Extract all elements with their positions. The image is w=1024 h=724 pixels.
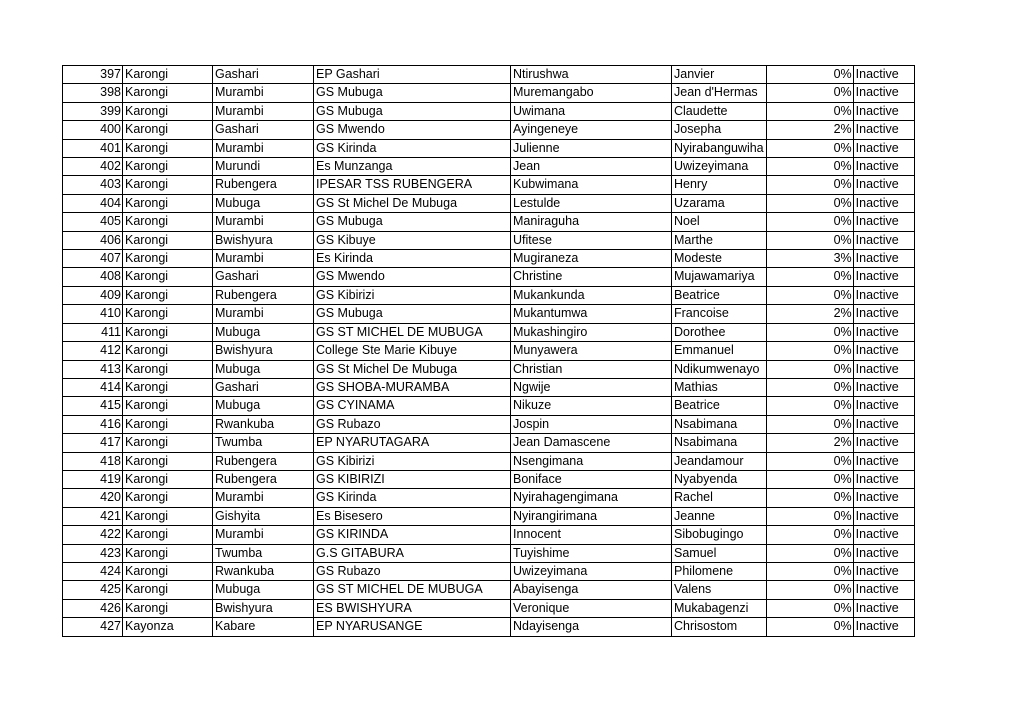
cell-last-name: Claudette (672, 102, 767, 120)
cell-last-name: Jeandamour (672, 452, 767, 470)
cell-percentage: 0% (766, 84, 853, 102)
cell-percentage: 0% (766, 526, 853, 544)
cell-row-number: 414 (63, 378, 123, 396)
cell-district: Karongi (123, 470, 213, 488)
cell-percentage: 0% (766, 323, 853, 341)
table-row (63, 121, 915, 139)
cell-row-number: 422 (63, 526, 123, 544)
cell-last-name: Jeanne (672, 507, 767, 525)
cell-sector: Bwishyura (213, 342, 314, 360)
cell-district: Karongi (123, 139, 213, 157)
cell-sector: Rubengera (213, 452, 314, 470)
cell-district: Karongi (123, 194, 213, 212)
cell-first-name: Nyirahagengimana (511, 489, 672, 507)
table-row (63, 397, 915, 415)
table-body (63, 66, 915, 637)
cell-sector: Kabare (213, 618, 314, 636)
cell-first-name: Muremangabo (511, 84, 672, 102)
cell-percentage: 0% (766, 452, 853, 470)
cell-row-number: 423 (63, 544, 123, 562)
cell-district: Karongi (123, 102, 213, 120)
cell-percentage: 0% (766, 213, 853, 231)
cell-last-name: Valens (672, 581, 767, 599)
table-row (63, 581, 915, 599)
cell-school-name: EP NYARUTAGARA (314, 434, 511, 452)
table-row (63, 102, 915, 120)
cell-row-number: 399 (63, 102, 123, 120)
cell-sector: Rwankuba (213, 562, 314, 580)
cell-percentage: 0% (766, 562, 853, 580)
cell-row-number: 410 (63, 305, 123, 323)
cell-percentage: 0% (766, 139, 853, 157)
cell-first-name: Jospin (511, 415, 672, 433)
cell-status: Inactive (853, 378, 914, 396)
table-row (63, 415, 915, 433)
cell-sector: Mubuga (213, 397, 314, 415)
table-row (63, 378, 915, 396)
cell-last-name: Mujawamariya (672, 268, 767, 286)
cell-status: Inactive (853, 305, 914, 323)
cell-percentage: 0% (766, 158, 853, 176)
cell-school-name: GS ST MICHEL DE MUBUGA (314, 323, 511, 341)
cell-school-name: GS SHOBA-MURAMBA (314, 378, 511, 396)
cell-district: Karongi (123, 250, 213, 268)
table-row (63, 342, 915, 360)
cell-sector: Mubuga (213, 194, 314, 212)
cell-district: Karongi (123, 378, 213, 396)
cell-school-name: GS Kibuye (314, 231, 511, 249)
table-row (63, 562, 915, 580)
cell-sector: Murambi (213, 213, 314, 231)
cell-sector: Mubuga (213, 360, 314, 378)
cell-sector: Mubuga (213, 323, 314, 341)
cell-percentage: 0% (766, 397, 853, 415)
table-row (63, 452, 915, 470)
cell-status: Inactive (853, 360, 914, 378)
cell-last-name: Henry (672, 176, 767, 194)
cell-school-name: GS Mwendo (314, 121, 511, 139)
cell-first-name: Ayingeneye (511, 121, 672, 139)
cell-last-name: Mathias (672, 378, 767, 396)
cell-school-name: GS Rubazo (314, 415, 511, 433)
cell-row-number: 427 (63, 618, 123, 636)
cell-school-name: G.S GITABURA (314, 544, 511, 562)
cell-sector: Mubuga (213, 581, 314, 599)
cell-district: Karongi (123, 434, 213, 452)
cell-percentage: 2% (766, 121, 853, 139)
cell-first-name: Innocent (511, 526, 672, 544)
table-row (63, 84, 915, 102)
cell-last-name: Dorothee (672, 323, 767, 341)
cell-school-name: EP NYARUSANGE (314, 618, 511, 636)
cell-sector: Bwishyura (213, 599, 314, 617)
cell-district: Karongi (123, 213, 213, 231)
cell-status: Inactive (853, 470, 914, 488)
cell-first-name: Jean Damascene (511, 434, 672, 452)
cell-status: Inactive (853, 268, 914, 286)
cell-percentage: 0% (766, 489, 853, 507)
table-row (63, 250, 915, 268)
table-row (63, 158, 915, 176)
table-row (63, 507, 915, 525)
cell-district: Karongi (123, 507, 213, 525)
cell-last-name: Mukabagenzi (672, 599, 767, 617)
cell-status: Inactive (853, 66, 914, 84)
table-row (63, 194, 915, 212)
cell-status: Inactive (853, 452, 914, 470)
cell-status: Inactive (853, 562, 914, 580)
cell-district: Karongi (123, 305, 213, 323)
cell-row-number: 400 (63, 121, 123, 139)
cell-percentage: 0% (766, 599, 853, 617)
cell-first-name: Veronique (511, 599, 672, 617)
cell-district: Karongi (123, 121, 213, 139)
cell-last-name: Samuel (672, 544, 767, 562)
cell-school-name: IPESAR TSS RUBENGERA (314, 176, 511, 194)
cell-percentage: 0% (766, 470, 853, 488)
cell-percentage: 0% (766, 618, 853, 636)
cell-sector: Rwankuba (213, 415, 314, 433)
cell-row-number: 415 (63, 397, 123, 415)
cell-sector: Murambi (213, 489, 314, 507)
cell-status: Inactive (853, 84, 914, 102)
cell-first-name: Munyawera (511, 342, 672, 360)
cell-row-number: 404 (63, 194, 123, 212)
cell-sector: Gishyita (213, 507, 314, 525)
cell-first-name: Kubwimana (511, 176, 672, 194)
cell-first-name: Jean (511, 158, 672, 176)
cell-first-name: Mukashingiro (511, 323, 672, 341)
cell-first-name: Christine (511, 268, 672, 286)
cell-percentage: 2% (766, 305, 853, 323)
cell-last-name: Philomene (672, 562, 767, 580)
cell-sector: Gashari (213, 378, 314, 396)
cell-sector: Rubengera (213, 470, 314, 488)
cell-school-name: Es Munzanga (314, 158, 511, 176)
cell-first-name: Nyirangirimana (511, 507, 672, 525)
cell-last-name: Nyabyenda (672, 470, 767, 488)
cell-percentage: 0% (766, 415, 853, 433)
data-table (62, 65, 915, 637)
cell-last-name: Chrisostom (672, 618, 767, 636)
cell-school-name: GS Kirinda (314, 139, 511, 157)
cell-school-name: GS Rubazo (314, 562, 511, 580)
table-row (63, 213, 915, 231)
cell-percentage: 0% (766, 360, 853, 378)
cell-district: Karongi (123, 342, 213, 360)
cell-last-name: Emmanuel (672, 342, 767, 360)
cell-first-name: Lestulde (511, 194, 672, 212)
cell-row-number: 420 (63, 489, 123, 507)
cell-row-number: 418 (63, 452, 123, 470)
table-row (63, 139, 915, 157)
cell-percentage: 0% (766, 231, 853, 249)
cell-status: Inactive (853, 526, 914, 544)
cell-percentage: 0% (766, 378, 853, 396)
cell-first-name: Ntirushwa (511, 66, 672, 84)
cell-sector: Gashari (213, 268, 314, 286)
cell-row-number: 405 (63, 213, 123, 231)
cell-status: Inactive (853, 213, 914, 231)
cell-status: Inactive (853, 397, 914, 415)
cell-last-name: Marthe (672, 231, 767, 249)
cell-school-name: GS KIRINDA (314, 526, 511, 544)
table-row (63, 360, 915, 378)
cell-percentage: 0% (766, 342, 853, 360)
table-row (63, 286, 915, 304)
cell-status: Inactive (853, 323, 914, 341)
table-row (63, 434, 915, 452)
cell-status: Inactive (853, 194, 914, 212)
cell-row-number: 402 (63, 158, 123, 176)
cell-first-name: Mukankunda (511, 286, 672, 304)
table-row (63, 323, 915, 341)
cell-last-name: Uwizeyimana (672, 158, 767, 176)
cell-row-number: 417 (63, 434, 123, 452)
cell-last-name: Nyirabanguwiha (672, 139, 767, 157)
cell-percentage: 0% (766, 176, 853, 194)
cell-district: Karongi (123, 415, 213, 433)
cell-district: Karongi (123, 397, 213, 415)
cell-school-name: GS Mwendo (314, 268, 511, 286)
cell-last-name: Nsabimana (672, 415, 767, 433)
cell-row-number: 397 (63, 66, 123, 84)
cell-school-name: GS Mubuga (314, 213, 511, 231)
cell-district: Karongi (123, 158, 213, 176)
cell-row-number: 401 (63, 139, 123, 157)
cell-status: Inactive (853, 139, 914, 157)
cell-sector: Gashari (213, 66, 314, 84)
cell-row-number: 426 (63, 599, 123, 617)
cell-row-number: 412 (63, 342, 123, 360)
cell-school-name: GS Kibirizi (314, 286, 511, 304)
cell-sector: Murambi (213, 84, 314, 102)
cell-percentage: 0% (766, 66, 853, 84)
cell-last-name: Uzarama (672, 194, 767, 212)
cell-school-name: GS Mubuga (314, 84, 511, 102)
cell-school-name: GS St Michel De Mubuga (314, 360, 511, 378)
cell-school-name: GS CYINAMA (314, 397, 511, 415)
table-row (63, 618, 915, 636)
cell-first-name: Ndayisenga (511, 618, 672, 636)
cell-percentage: 0% (766, 286, 853, 304)
cell-school-name: ES BWISHYURA (314, 599, 511, 617)
cell-status: Inactive (853, 176, 914, 194)
cell-first-name: Mugiraneza (511, 250, 672, 268)
table-row (63, 176, 915, 194)
cell-percentage: 0% (766, 544, 853, 562)
cell-row-number: 424 (63, 562, 123, 580)
table-row (63, 599, 915, 617)
cell-status: Inactive (853, 507, 914, 525)
cell-row-number: 407 (63, 250, 123, 268)
cell-sector: Murundi (213, 158, 314, 176)
cell-row-number: 411 (63, 323, 123, 341)
cell-row-number: 398 (63, 84, 123, 102)
cell-district: Karongi (123, 489, 213, 507)
cell-status: Inactive (853, 158, 914, 176)
cell-status: Inactive (853, 342, 914, 360)
cell-row-number: 409 (63, 286, 123, 304)
cell-last-name: Janvier (672, 66, 767, 84)
cell-status: Inactive (853, 544, 914, 562)
cell-percentage: 2% (766, 434, 853, 452)
cell-district: Karongi (123, 581, 213, 599)
cell-first-name: Nikuze (511, 397, 672, 415)
cell-district: Karongi (123, 360, 213, 378)
cell-status: Inactive (853, 231, 914, 249)
cell-status: Inactive (853, 618, 914, 636)
cell-district: Karongi (123, 66, 213, 84)
table-row (63, 231, 915, 249)
cell-district: Karongi (123, 286, 213, 304)
cell-school-name: GS Kirinda (314, 489, 511, 507)
cell-last-name: Noel (672, 213, 767, 231)
cell-status: Inactive (853, 489, 914, 507)
cell-last-name: Francoise (672, 305, 767, 323)
table-row (63, 544, 915, 562)
cell-sector: Twumba (213, 544, 314, 562)
cell-percentage: 3% (766, 250, 853, 268)
cell-percentage: 0% (766, 581, 853, 599)
cell-last-name: Jean d'Hermas (672, 84, 767, 102)
cell-district: Karongi (123, 599, 213, 617)
cell-row-number: 408 (63, 268, 123, 286)
cell-first-name: Uwimana (511, 102, 672, 120)
cell-first-name: Abayisenga (511, 581, 672, 599)
table-row (63, 305, 915, 323)
cell-last-name: Josepha (672, 121, 767, 139)
cell-first-name: Julienne (511, 139, 672, 157)
cell-first-name: Mukantumwa (511, 305, 672, 323)
cell-sector: Murambi (213, 102, 314, 120)
cell-district: Kayonza (123, 618, 213, 636)
cell-first-name: Uwizeyimana (511, 562, 672, 580)
cell-school-name: GS Kibirizi (314, 452, 511, 470)
table-row (63, 526, 915, 544)
cell-first-name: Ngwije (511, 378, 672, 396)
cell-district: Karongi (123, 452, 213, 470)
cell-sector: Gashari (213, 121, 314, 139)
cell-percentage: 0% (766, 194, 853, 212)
cell-first-name: Boniface (511, 470, 672, 488)
cell-sector: Murambi (213, 305, 314, 323)
cell-district: Karongi (123, 231, 213, 249)
cell-row-number: 416 (63, 415, 123, 433)
cell-sector: Murambi (213, 139, 314, 157)
cell-status: Inactive (853, 250, 914, 268)
cell-district: Karongi (123, 526, 213, 544)
cell-percentage: 0% (766, 507, 853, 525)
cell-status: Inactive (853, 434, 914, 452)
table-row (63, 489, 915, 507)
cell-last-name: Rachel (672, 489, 767, 507)
cell-last-name: Beatrice (672, 286, 767, 304)
cell-school-name: GS Mubuga (314, 305, 511, 323)
cell-sector: Murambi (213, 526, 314, 544)
cell-school-name: GS ST MICHEL DE MUBUGA (314, 581, 511, 599)
cell-status: Inactive (853, 415, 914, 433)
cell-status: Inactive (853, 286, 914, 304)
cell-status: Inactive (853, 121, 914, 139)
cell-status: Inactive (853, 102, 914, 120)
table-row (63, 66, 915, 84)
table-row (63, 470, 915, 488)
cell-last-name: Nsabimana (672, 434, 767, 452)
cell-sector: Twumba (213, 434, 314, 452)
cell-first-name: Nsengimana (511, 452, 672, 470)
cell-percentage: 0% (766, 268, 853, 286)
cell-last-name: Beatrice (672, 397, 767, 415)
cell-first-name: Maniraguha (511, 213, 672, 231)
cell-school-name: Es Bisesero (314, 507, 511, 525)
cell-sector: Murambi (213, 250, 314, 268)
cell-first-name: Tuyishime (511, 544, 672, 562)
cell-district: Karongi (123, 268, 213, 286)
cell-school-name: GS St Michel De Mubuga (314, 194, 511, 212)
cell-school-name: GS KIBIRIZI (314, 470, 511, 488)
cell-percentage: 0% (766, 102, 853, 120)
cell-row-number: 413 (63, 360, 123, 378)
cell-district: Karongi (123, 176, 213, 194)
cell-district: Karongi (123, 323, 213, 341)
cell-school-name: Es Kirinda (314, 250, 511, 268)
cell-row-number: 425 (63, 581, 123, 599)
cell-row-number: 421 (63, 507, 123, 525)
cell-school-name: GS Mubuga (314, 102, 511, 120)
cell-sector: Bwishyura (213, 231, 314, 249)
cell-status: Inactive (853, 581, 914, 599)
cell-last-name: Ndikumwenayo (672, 360, 767, 378)
cell-status: Inactive (853, 599, 914, 617)
cell-school-name: EP Gashari (314, 66, 511, 84)
cell-row-number: 403 (63, 176, 123, 194)
cell-school-name: College Ste Marie Kibuye (314, 342, 511, 360)
cell-sector: Rubengera (213, 286, 314, 304)
cell-row-number: 406 (63, 231, 123, 249)
table-row (63, 268, 915, 286)
cell-sector: Rubengera (213, 176, 314, 194)
cell-district: Karongi (123, 562, 213, 580)
cell-last-name: Modeste (672, 250, 767, 268)
cell-district: Karongi (123, 544, 213, 562)
cell-first-name: Ufitese (511, 231, 672, 249)
cell-district: Karongi (123, 84, 213, 102)
cell-row-number: 419 (63, 470, 123, 488)
cell-last-name: Sibobugingo (672, 526, 767, 544)
cell-first-name: Christian (511, 360, 672, 378)
